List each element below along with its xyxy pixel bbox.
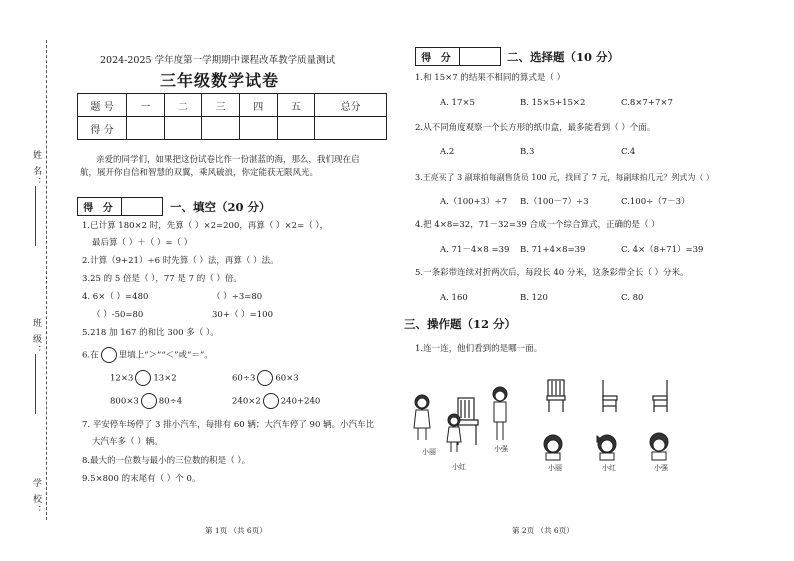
compare-circle[interactable]: [257, 370, 273, 386]
class-blank-line: [35, 354, 36, 414]
section2-score-box: [415, 47, 501, 66]
q8: 8.最大的一位数与最小的三位数的积是（ ）。: [82, 456, 251, 466]
mc-q2-option-b[interactable]: B.3: [520, 147, 535, 157]
q7-line-2: 大汽车多（ ）辆。: [92, 437, 163, 447]
section1-title: 一、填空（20 分）: [170, 200, 271, 214]
q7-line-1: 7. 平安停车场停了 3 排小汽车，每排有 60 辆；大汽车停了 90 辆。小汽车比: [82, 420, 375, 430]
mc-q3-option-c[interactable]: C.100÷（7－3）: [621, 197, 690, 207]
score-cell[interactable]: [315, 117, 387, 140]
footer-right: 第 2页 （共 6页）: [512, 526, 574, 535]
q1-line-1: 1.已计算 180×2 时，先算（ ）×2=200，再算（ ）×2=（ ），: [82, 221, 329, 231]
q4-a1: 4. 6×（ ）=480: [82, 292, 149, 302]
q3: 3.25 的 5 倍是（ ），77 是 7 的（ ）倍。: [82, 274, 242, 284]
mc-q1-option-a[interactable]: A. 17×5: [440, 98, 475, 108]
compare-left: 240×2: [232, 396, 261, 407]
mc-q4: 4.把 4×8=32，71－32=39 合成一个综合算式，正确的是（ ）: [415, 220, 660, 230]
score-header-cell: 题 号: [78, 94, 127, 117]
compare-circle[interactable]: [135, 370, 151, 386]
compare-right: 13×2: [153, 373, 177, 384]
girl-xiaohong-icon: [447, 414, 461, 452]
footer-left: 第 1页 （共 6页）: [205, 526, 267, 535]
scene-name-xiaoli: 小丽: [422, 448, 436, 456]
compare-4: [232, 393, 320, 409]
score-header-cell: 一: [127, 94, 165, 117]
compare-2: [232, 370, 299, 386]
mc-q5-option-c[interactable]: C. 80: [621, 293, 644, 303]
score-box-blank[interactable]: [122, 198, 162, 215]
score-cell[interactable]: [164, 117, 202, 140]
q6-suffix: 里填上“＞”“＜”或“＝”。: [118, 350, 213, 361]
score-header-cell: 四: [239, 94, 277, 117]
mc-q4-option-c[interactable]: C. 4×（8+71）=39: [621, 245, 704, 255]
compare-left: 60÷3: [232, 373, 256, 384]
boy-xiaoqiang-icon: [493, 387, 507, 440]
head-name-xiaoli: 小丽: [548, 464, 562, 472]
q4-a2: （ ）÷3=80: [212, 292, 263, 302]
score-cell[interactable]: [127, 117, 165, 140]
q2: 2.计算（9+21）÷6 时先算（ ）法，再算（ ）法。: [82, 256, 279, 266]
compare-circle[interactable]: [263, 393, 279, 409]
mc-q3-option-b[interactable]: B.（100－7）÷3: [520, 197, 589, 207]
compare-circle[interactable]: [141, 393, 157, 409]
compare-3: [110, 393, 182, 409]
chair-view-other-side-icon[interactable]: [650, 378, 672, 414]
q6-prefix: 6.在: [82, 350, 99, 361]
section3-title: 三、操作题（12 分）: [404, 317, 517, 331]
score-table: [77, 93, 387, 140]
compare-right: 240+240: [280, 396, 321, 407]
q5: 5.218 加 167 的和比 300 多（ ）。: [82, 328, 219, 338]
mc-q4-option-a[interactable]: A. 71－4×8 =39: [440, 245, 510, 255]
section1-score-box: [77, 197, 163, 216]
exam-title: 三年级数学试卷: [160, 71, 280, 90]
exam-subtitle: 2024-2025 学年度第一学期期中课程改革教学质量测试: [100, 55, 336, 66]
q9: 9.5×800 的末尾有（ ）个 0。: [82, 474, 201, 484]
compare-right: 80÷4: [158, 396, 183, 407]
compare-left: 12×3: [110, 373, 134, 384]
compare-left: 800×3: [110, 396, 139, 407]
score-box-label: 得 分: [78, 198, 122, 215]
mc-q5-option-b[interactable]: B. 120: [520, 293, 548, 303]
mc-q2: 2.从不同角度观察一个长方形的纸巾盒，最多能看到（ ）个面。: [415, 123, 656, 133]
scene-name-xiaohong: 小红: [452, 463, 466, 471]
score-header-cell: 五: [277, 94, 315, 117]
score-table-score-row: [78, 117, 387, 140]
score-cell[interactable]: [239, 117, 277, 140]
mc-q1: 1.和 15×7 的结果不相同的算式是（ ）: [415, 73, 566, 83]
score-row-label: 得 分: [78, 117, 127, 140]
score-cell[interactable]: [277, 117, 315, 140]
mc-q2-option-a[interactable]: A.2: [440, 147, 455, 157]
mc-q1-option-c[interactable]: C.8×7+7×7: [621, 98, 673, 108]
q4-b2: 30+（ ）=100: [212, 310, 273, 320]
q1-line-2: 最后算（ ）＋（ ）=（ ）: [92, 238, 193, 248]
q6: [82, 347, 213, 363]
head-xiaohong-icon[interactable]: [594, 432, 620, 462]
girl-xiaoli-icon: [414, 395, 430, 440]
score-header-cell: 总分: [315, 94, 387, 117]
mc-q5-option-a[interactable]: A. 160: [440, 293, 468, 303]
head-xiaoli-icon[interactable]: [540, 432, 566, 462]
score-box-blank[interactable]: [460, 48, 500, 65]
mc-q3-option-a[interactable]: A.（100+3）÷7: [440, 197, 508, 207]
score-header-cell: 三: [202, 94, 240, 117]
mc-q5: 5.一条彩带连续对折两次后，每段长 40 分米，这条彩带全长（ ）分米。: [415, 268, 689, 278]
name-label: 姓 名：: [31, 150, 41, 188]
section2-title: 二、选择题（10 分）: [507, 50, 620, 64]
intro-line-1: 亲爱的同学们，如果把这份试卷比作一份湛蓝的海，那么，我们现在启: [96, 155, 360, 165]
score-box-label: 得 分: [416, 48, 460, 65]
chair-view-back-icon[interactable]: [545, 378, 567, 414]
chair-view-side-icon[interactable]: [598, 378, 620, 414]
intro-line-2: 航，展开你自信和智慧的双翼，乘风破浪，你定能获无限风光。: [80, 168, 319, 178]
compare-right: 60×3: [275, 373, 299, 384]
score-cell[interactable]: [202, 117, 240, 140]
head-name-xiaohong: 小红: [602, 464, 616, 472]
mc-q4-option-b[interactable]: B. 71+4×8=39: [520, 245, 586, 255]
name-blank-line: [35, 186, 36, 246]
mc-q1-option-b[interactable]: B. 15×5+15×2: [520, 98, 586, 108]
op-q1: 1.连一连，他们看到的是哪一面。: [415, 344, 543, 354]
mc-q3: 3.王亮买了 3 副球拍每副售货员 100 元，找回了 7 元，每副球拍几元？列式为（ ）: [415, 173, 714, 182]
score-header-cell: 二: [164, 94, 202, 117]
mc-q2-option-c[interactable]: C.4: [621, 147, 636, 157]
class-label: 班 级：: [31, 318, 41, 356]
compare-1: [110, 370, 177, 386]
head-name-xiaoqiang: 小强: [654, 464, 668, 472]
circle-icon: [101, 347, 117, 363]
score-table-header-row: [78, 94, 387, 117]
head-xiaoqiang-icon[interactable]: [646, 430, 672, 462]
binding-line: [46, 40, 47, 520]
school-label: 学 校：: [31, 478, 41, 516]
scene-name-xiaoqiang: 小强: [494, 445, 508, 453]
q4-b1: （ ）-50=80: [92, 310, 144, 320]
